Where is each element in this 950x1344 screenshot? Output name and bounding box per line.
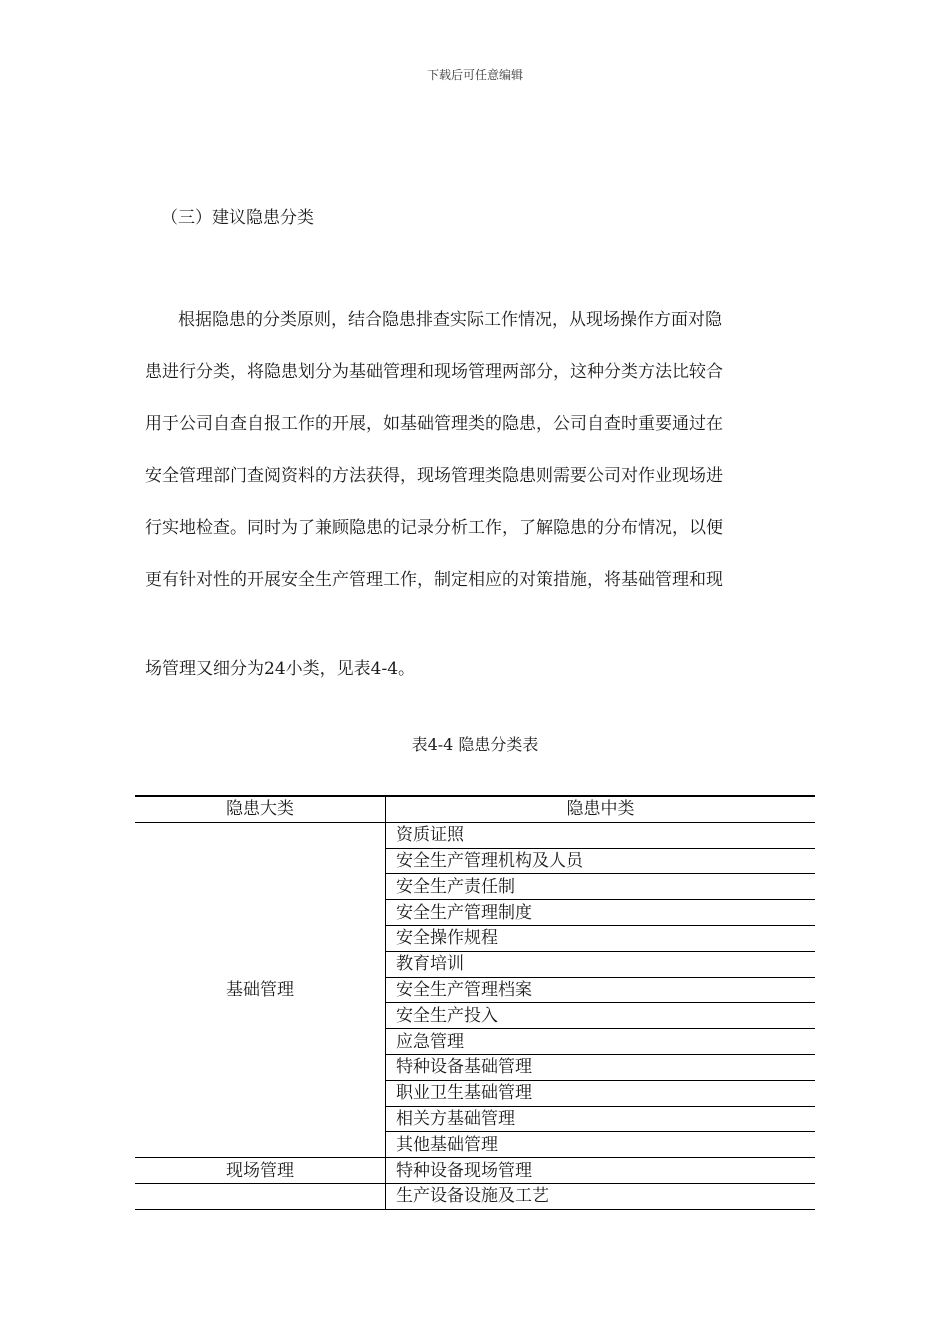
- middle-category-cell: 应急管理: [386, 1029, 816, 1055]
- header-middle-category: 隐患中类: [386, 796, 816, 822]
- paragraph-line: 患进行分类，将隐患划分为基础管理和现场管理两部分，这种分类方法比较合: [145, 362, 723, 382]
- table-header-row: [135, 796, 815, 822]
- middle-category-cell: 安全生产投入: [386, 1003, 816, 1029]
- header-major-category: 隐患大类: [135, 796, 386, 822]
- paragraph-line: 根据隐患的分类原则，结合隐患排查实际工作情况，从现场操作方面对隐: [178, 310, 722, 330]
- middle-category-cell: 安全生产管理制度: [386, 900, 816, 926]
- paragraph-line: 行实地检查。同时为了兼顾隐患的记录分析工作，了解隐患的分布情况，以便: [145, 518, 723, 538]
- middle-category-cell: 安全操作规程: [386, 925, 816, 951]
- middle-category-cell: 安全生产责任制: [386, 874, 816, 900]
- table-row: [135, 1158, 815, 1184]
- middle-category-cell: 其他基础管理: [386, 1132, 816, 1158]
- table-row: [135, 822, 815, 848]
- middle-category-cell: 职业卫生基础管理: [386, 1080, 816, 1106]
- middle-category-cell: 安全生产管理机构及人员: [386, 848, 816, 874]
- page-header-note: 下载后可任意编辑: [426, 68, 523, 82]
- paragraph-line: 更有针对性的开展安全生产管理工作，制定相应的对策措施，将基础管理和现: [145, 570, 723, 590]
- hazard-classification-table: [135, 795, 815, 1210]
- section-heading: （三）建议隐患分类: [161, 208, 314, 228]
- middle-category-cell: 相关方基础管理: [386, 1106, 816, 1132]
- middle-category-cell: 生产设备设施及工艺: [386, 1183, 816, 1209]
- major-category-cell-empty: [135, 1183, 386, 1209]
- middle-category-cell: 资质证照: [386, 822, 816, 848]
- paragraph-line: 用于公司自查自报工作的开展，如基础管理类的隐患，公司自查时重要通过在: [145, 414, 723, 434]
- middle-category-cell: 特种设备现场管理: [386, 1158, 816, 1184]
- middle-category-cell: 教育培训: [386, 951, 816, 977]
- major-category-cell: 现场管理: [135, 1158, 386, 1184]
- table-caption: 表4-4 隐患分类表: [411, 735, 539, 754]
- paragraph-line: 安全管理部门查阅资料的方法获得，现场管理类隐患则需要公司对作业现场进: [145, 466, 723, 486]
- middle-category-cell: 特种设备基础管理: [386, 1054, 816, 1080]
- paragraph-line: 场管理又细分为24小类，见表4-4。: [145, 659, 416, 679]
- middle-category-cell: 安全生产管理档案: [386, 977, 816, 1003]
- major-category-cell: 基础管理: [135, 822, 386, 1157]
- table-row: [135, 1183, 815, 1209]
